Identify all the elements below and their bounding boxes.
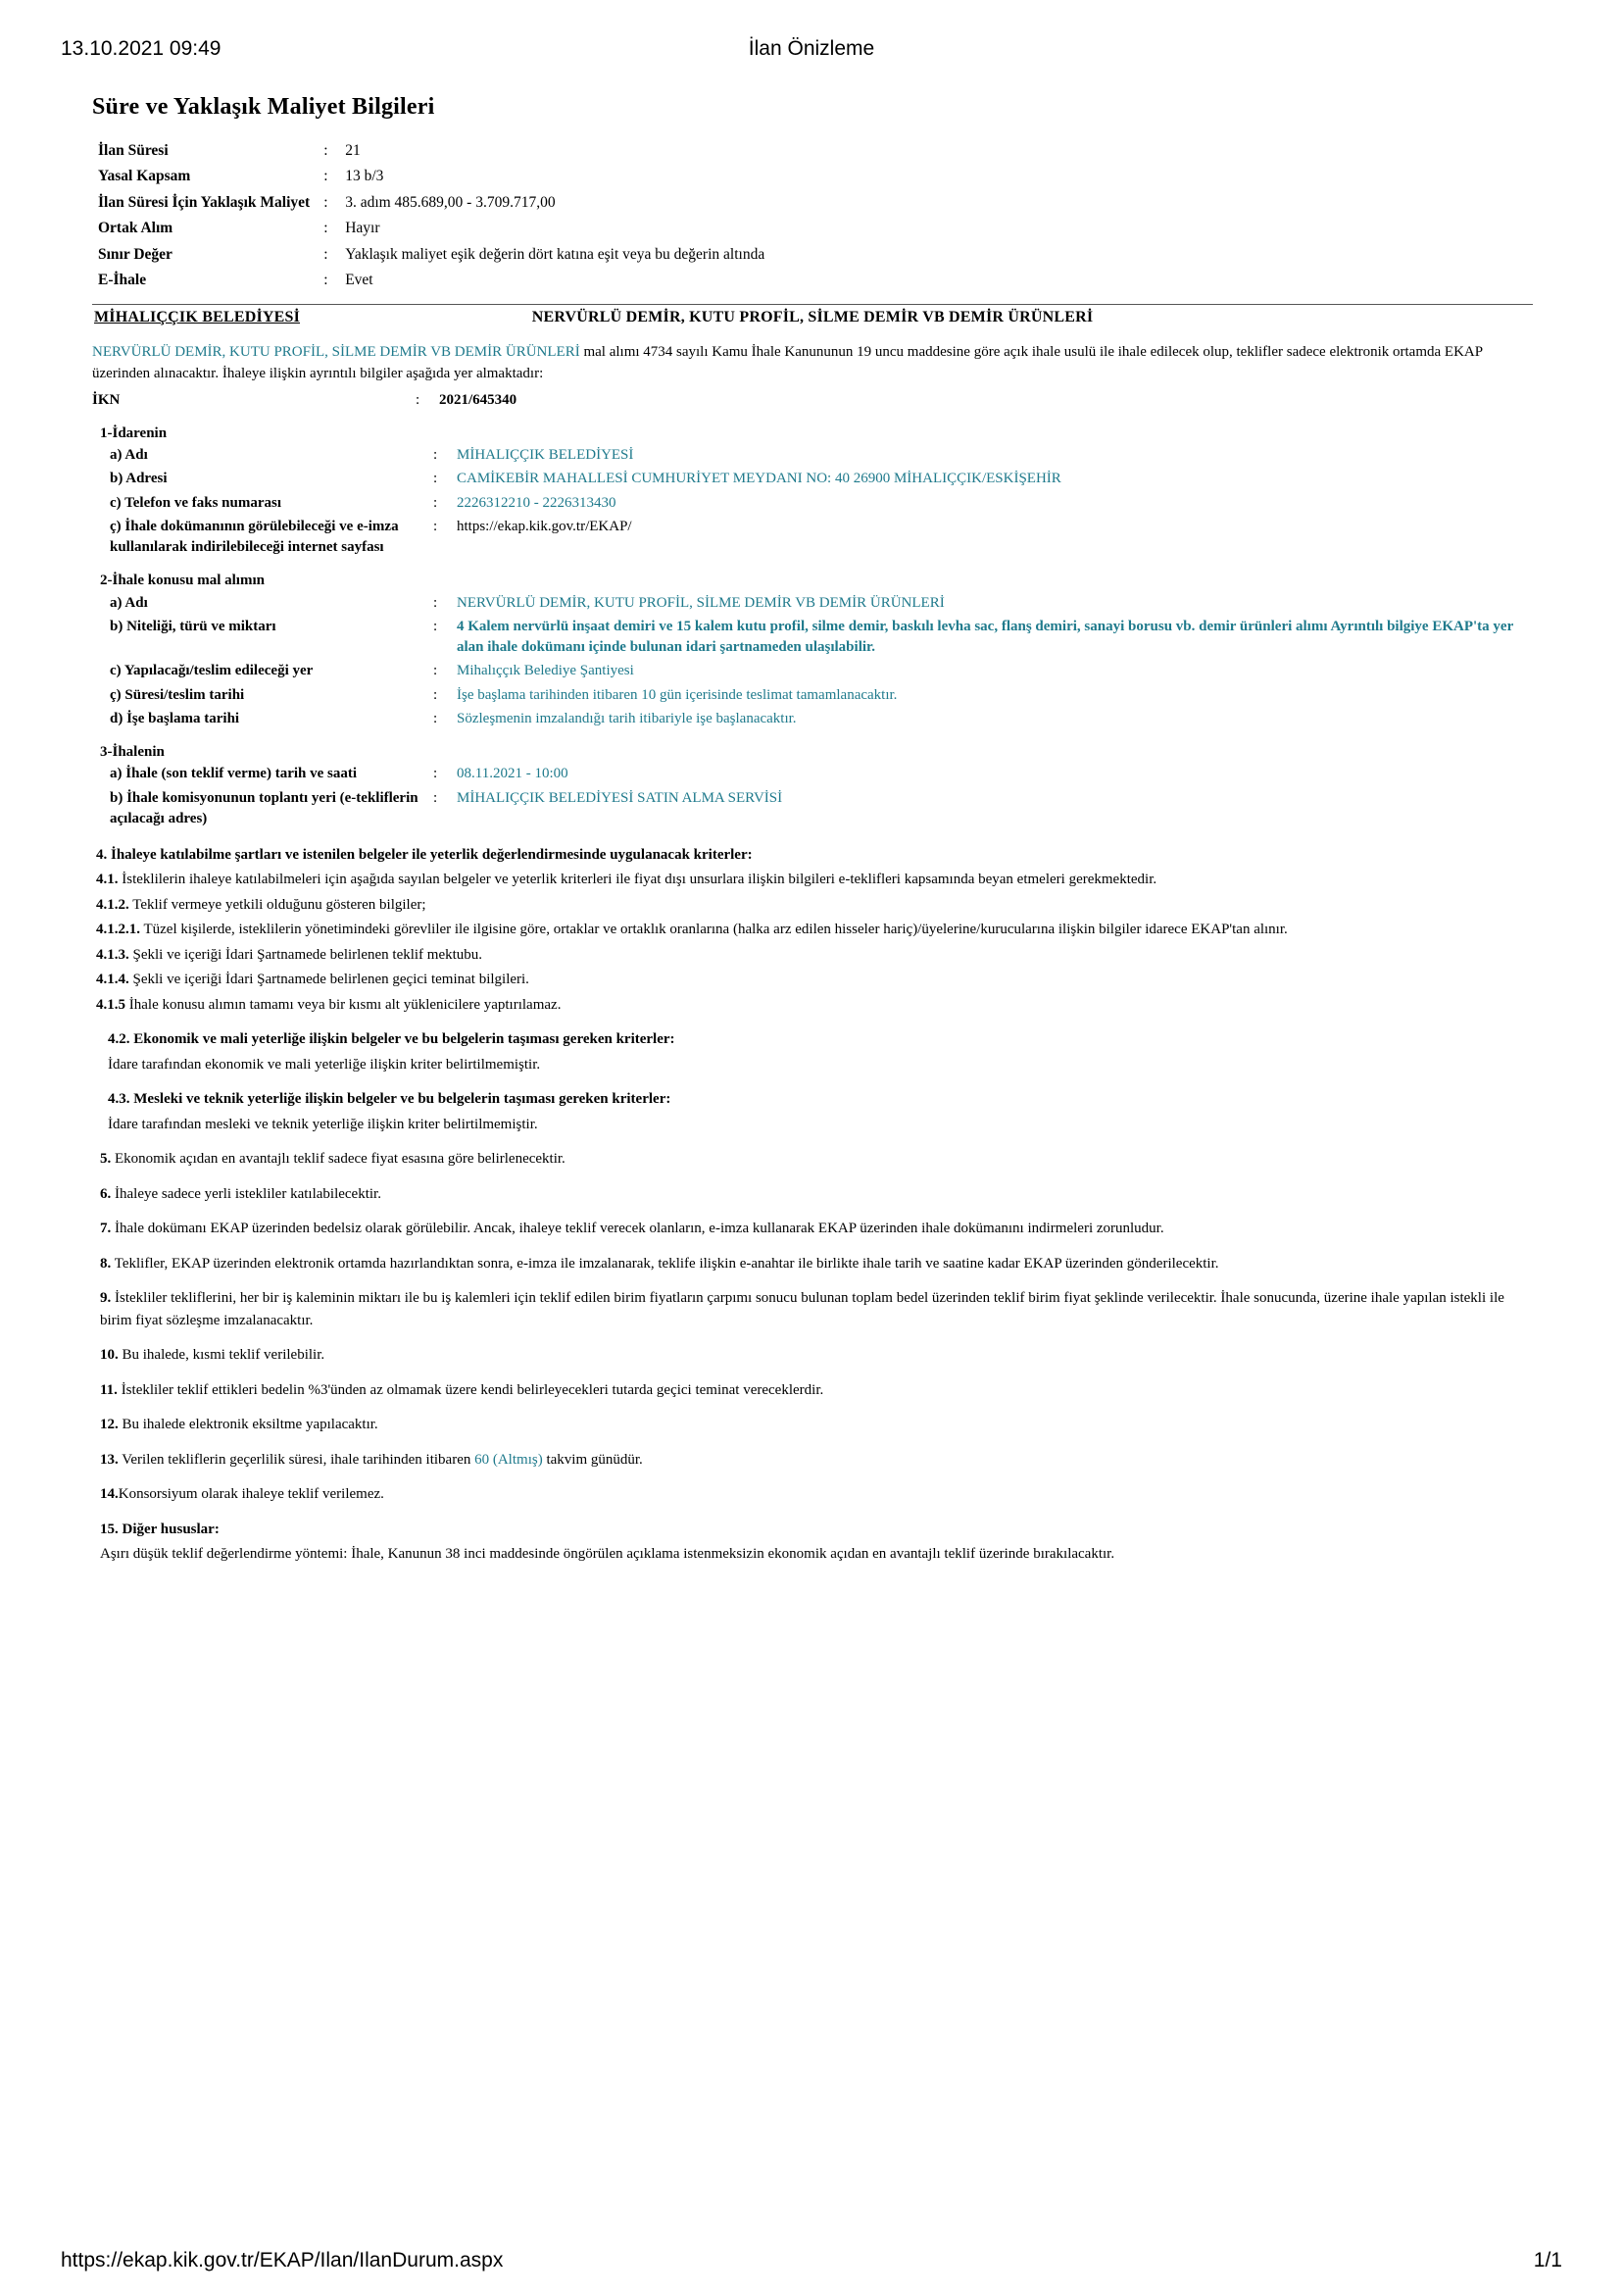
info-value: https://ekap.kik.gov.tr/EKAP/: [457, 519, 632, 534]
clause-number: 7.: [100, 1221, 112, 1237]
ikn-row: [92, 388, 1533, 412]
clause-number: 9.: [100, 1290, 112, 1307]
summary-colon: :: [323, 245, 328, 263]
info-value: 4 Kalem nervürlü inşaat demiri ve 15 kalem kutu profil, silme demir, baskılı levha sac, flanş demiri, sanayi borusu vb. demir ürünleri alımı Ayrıntılı bilgiye EKAP'ta yer alan ihale dokümanı içinde bulunan idari şartnameden ulaşılabilir.: [457, 618, 1513, 656]
info-row: [92, 615, 1533, 660]
info-value: İşe başlama tarihinden itibaren 10 gün içerisinde teslimat tamamlanacaktır.: [457, 686, 898, 703]
clause-4.1.2: 4.1.2. Teklif vermeye yetkili olduğunu gösteren bilgiler;: [96, 896, 426, 913]
clause-number: 4.1.: [96, 872, 119, 888]
clause-4.1.5: 4.1.5 İhale konusu alımın tamamı veya bir kısmı alt yüklenicilere yaptırılamaz.: [96, 996, 562, 1013]
clause-10: 10. Bu ihalede, kısmi teklif verilebilir.: [100, 1347, 325, 1364]
clause-number: 6.: [100, 1185, 112, 1202]
info-colon: :: [433, 686, 438, 703]
info-value: CAMİKEBİR MAHALLESİ CUMHURİYET MEYDANI NO: 40 26900 MİHALIÇÇIK/ESKİŞEHİR: [457, 471, 1061, 487]
info-value: Sözleşmenin imzalandığı tarih itibariyle işe başlanacaktır.: [457, 711, 797, 727]
info-colon: :: [433, 789, 438, 806]
summary-colon: :: [323, 220, 328, 237]
clause-number: 4.1.3.: [96, 946, 129, 963]
info-value: 2226312210 - 2226313430: [457, 494, 616, 511]
info-value: MİHALIÇÇIK BELEDİYESİ: [457, 447, 634, 464]
summary-colon: :: [323, 193, 328, 211]
info-label: ç) İhale dokümanının görülebileceği ve e-imza kullanılarak indirilebileceği internet sayfası: [110, 519, 399, 556]
clause-4.3: [92, 1088, 1533, 1111]
clause-number: 4.1.5: [96, 996, 125, 1013]
info-colon: :: [433, 711, 438, 727]
clause-7: 7. İhale dokümanı EKAP üzerinden bedelsiz olarak görülebilir. Ancak, ihaleye teklif verecek olanların, e-imza kullanarak EKAP üzerinden ihale dokümanını indirmeleri zorunludur.: [100, 1221, 1164, 1237]
group2-table: [92, 591, 1533, 731]
info-value: 08.11.2021 - 10:00: [457, 766, 568, 782]
summary-row: [98, 138, 764, 164]
clause-number: 12.: [100, 1417, 119, 1433]
clause-4.3.x: İdare tarafından mesleki ve teknik yeterliğe ilişkin kriter belirtilmemiştir.: [108, 1116, 538, 1132]
summary-label: İlan Süresi İçin Yaklaşık Maliyet: [98, 193, 311, 211]
info-row: [92, 468, 1533, 491]
clause-8: 8. Teklifler, EKAP üzerinden elektronik ortamda hazırlandıktan sonra, e-imza ile imzalanarak, teklife ilişkin e-anahtar ile birlikte ihale tarih ve saatine kadar EKAP üzerinden gönderilecektir.: [100, 1255, 1219, 1272]
group3-title: 3-İhalenin: [100, 743, 165, 760]
lead-highlight: NERVÜRLÜ DEMİR, KUTU PROFİL, SİLME DEMİR VB DEMİR ÜRÜNLERİ: [92, 343, 580, 360]
summary-colon: :: [323, 272, 328, 289]
summary-label: E-İhale: [98, 272, 147, 289]
info-label: ç) Süresi/teslim tarihi: [110, 686, 245, 703]
clause-15.x: Aşırı düşük teklif değerlendirme yöntemi: İhale, Kanunun 38 inci maddesinde öngörülen açıklama istenmeksizin ekonomik açıdan en avantajlı teklif üzerinde bırakılacaktır.: [100, 1546, 1115, 1563]
clause-4: [92, 844, 1533, 867]
print-header-title: İlan Önizleme: [748, 37, 875, 60]
clause-4.1.2.1: 4.1.2.1. Tüzel kişilerde, isteklilerin yönetimindeki görevliler ile ilgisine göre, ortaklar ve ortaklık oranlarına (halka arz edilen hisseler hariç)/üyelerine/kurucularına ilişkin bilgiler idarece EKAP'tan alınır.: [96, 922, 1288, 938]
summary-value: 21: [345, 142, 361, 159]
clause-number: 5.: [100, 1151, 112, 1168]
info-row: [92, 591, 1533, 615]
organisation-name: MİHALIÇÇIK BELEDİYESİ: [94, 308, 301, 325]
ikn-colon: :: [416, 391, 420, 408]
group3-table: [92, 763, 1533, 831]
info-value: MİHALIÇÇIK BELEDİYESİ SATIN ALMA SERVİSİ: [457, 789, 783, 806]
info-row: [92, 683, 1533, 707]
info-label: a) İhale (son teklif verme) tarih ve saati: [110, 766, 358, 782]
info-label: a) Adı: [110, 447, 148, 464]
organisation-header: [92, 309, 1533, 334]
summary-value: Yaklaşık maliyet eşik değerin dört katına eşit veya bu değerin altında: [345, 245, 765, 263]
info-label: c) Telefon ve faks numarası: [110, 494, 282, 511]
lead-paragraph: [92, 342, 1533, 385]
clause-number: 4.3. Mesleki ve teknik yeterliğe ilişkin belgeler ve bu belgelerin taşıması gereken kriterler:: [108, 1091, 671, 1108]
info-colon: :: [433, 494, 438, 511]
clause-number: 15. Diğer hususlar:: [100, 1521, 220, 1537]
summary-value: 13 b/3: [345, 168, 384, 185]
print-date-time: 13.10.2021 09:49: [61, 37, 221, 60]
divider: [92, 304, 1533, 305]
info-row: [92, 763, 1533, 786]
clause-4.1.4: 4.1.4. Şekli ve içeriği İdari Şartnamede belirlenen geçici teminat bilgileri.: [96, 972, 529, 988]
summary-table: [98, 138, 764, 294]
info-value: Mihalıççık Belediye Şantiyesi: [457, 663, 634, 679]
page-number: 1/1: [1533, 2249, 1562, 2271]
info-label: c) Yapılacağı/teslim edileceği yer: [110, 663, 314, 679]
summary-label: İlan Süresi: [98, 142, 169, 159]
clause-number: 14.: [100, 1486, 119, 1503]
clause-number: 4.1.2.: [96, 896, 129, 913]
clause-number: 10.: [100, 1347, 119, 1364]
info-row: [92, 660, 1533, 683]
ikn-label: İKN: [92, 391, 121, 408]
info-label: b) Niteliği, türü ve miktarı: [110, 618, 276, 634]
info-colon: :: [433, 447, 438, 464]
footer-url: https://ekap.kik.gov.tr/EKAP/Ilan/IlanDurum.aspx: [61, 2249, 504, 2271]
clause-9: 9. İstekliler tekliflerini, her bir iş kaleminin miktarı ile bu iş kalemleri için teklif edilen birim fiyatların çarpımı sonucu bulunan toplam bedel üzerinden teklif birim fiyat şeklinde verilecektir. İhale sonucunda, üzerine ihale yapılan istekli ile birim fiyat sözleşme imzalanacaktır.: [100, 1290, 1504, 1328]
info-colon: :: [433, 471, 438, 487]
clause-number: 4.2. Ekonomik ve mali yeterliğe ilişkin belgeler ve bu belgelerin taşıması gereken kriterler:: [108, 1031, 675, 1048]
group1-table: [92, 444, 1533, 560]
group1-title: 1-İdarenin: [100, 424, 168, 441]
info-row: [92, 786, 1533, 831]
clause-5: 5. Ekonomik açıdan en avantajlı teklif sadece fiyat esasına göre belirlenecektir.: [100, 1151, 566, 1168]
info-colon: :: [433, 618, 438, 634]
clause-number: 11.: [100, 1381, 118, 1398]
page-title: Süre ve Yaklaşık Maliyet Bilgileri: [92, 94, 435, 120]
summary-label: Ortak Alım: [98, 220, 173, 237]
summary-row: [98, 268, 764, 293]
info-label: b) İhale komisyonunun toplantı yeri (e-tekliflerin açılacağı adres): [110, 789, 418, 826]
tender-title: NERVÜRLÜ DEMİR, KUTU PROFİL, SİLME DEMİR VB DEMİR ÜRÜNLERİ: [531, 308, 1094, 325]
clause-number: 13.: [100, 1451, 119, 1468]
clause-4.2: [92, 1028, 1533, 1051]
info-colon: :: [433, 519, 438, 534]
summary-row: [98, 190, 764, 216]
clause-number: 4. İhaleye katılabilme şartları ve istenilen belgeler ile yeterlik değerlendirmesinde uygulanacak kriterler:: [96, 846, 753, 863]
summary-value: 3. adım 485.689,00 - 3.709.717,00: [345, 193, 556, 211]
clause-15: [92, 1519, 1533, 1541]
clause-6: 6. İhaleye sadece yerli istekliler katılabilecektir.: [100, 1185, 381, 1202]
info-colon: :: [433, 663, 438, 679]
lead-rest: mal alımı 4734 sayılı Kamu İhale Kanununun 19 uncu maddesine göre açık ihale usulü ile ihale edilecek olup, teklifler sadece elektronik ortamda EKAP üzerinden alınacaktır. İhaleye ilişkin ayrıntılı bilgiler aşağıda yer almaktadır:: [92, 343, 1483, 381]
clause-number: 4.1.2.1.: [96, 922, 140, 938]
summary-row: [98, 216, 764, 241]
clause-list: [92, 844, 1533, 1566]
clause-4.1: 4.1. İsteklilerin ihaleye katılabilmeleri için aşağıda sayılan belgeler ve yeterlik kriterleri ile fiyat dışı unsurlara ilişkin bilgileri e-teklifleri kapsamında beyan etmeleri gerekmektedir.: [96, 872, 1157, 888]
clause-12: 12. Bu ihalede elektronik eksiltme yapılacaktır.: [100, 1417, 378, 1433]
clause-11: 11. İstekliler teklif ettikleri bedelin %3'ünden az olmamak üzere kendi belirleyecekleri tutarda geçici teminat vereceklerdir.: [100, 1381, 824, 1398]
info-row: [92, 491, 1533, 515]
clause-14: 14.Konsorsiyum olarak ihaleye teklif verilemez.: [100, 1486, 384, 1503]
info-colon: :: [433, 766, 438, 782]
group2-title: 2-İhale konusu mal alımın: [100, 573, 265, 589]
info-row: [92, 708, 1533, 731]
info-label: d) İşe başlama tarihi: [110, 711, 240, 727]
summary-row: [98, 164, 764, 189]
ikn-value: 2021/645340: [439, 391, 517, 408]
info-row: [92, 444, 1533, 468]
document-body: [92, 94, 1533, 1566]
clause-4.2.x: İdare tarafından ekonomik ve mali yeterliğe ilişkin kriter belirtilmemiştir.: [108, 1056, 541, 1073]
summary-colon: :: [323, 168, 328, 185]
info-label: b) Adresi: [110, 471, 168, 487]
summary-row: [98, 242, 764, 268]
clause-number: 8.: [100, 1255, 112, 1272]
summary-label: Yasal Kapsam: [98, 168, 191, 185]
info-colon: :: [433, 594, 438, 611]
summary-value: Hayır: [345, 220, 380, 237]
info-row: [92, 516, 1533, 561]
clause-13: 13. Verilen tekliflerin geçerlilik süresi, ihale tarihinden itibaren 60 (Altmış) takvim günüdür.: [100, 1451, 643, 1468]
summary-value: Evet: [345, 272, 373, 289]
info-value: NERVÜRLÜ DEMİR, KUTU PROFİL, SİLME DEMİR VB DEMİR ÜRÜNLERİ: [457, 594, 945, 611]
summary-colon: :: [323, 142, 328, 159]
info-label: a) Adı: [110, 594, 148, 611]
clause-number: 4.1.4.: [96, 972, 129, 988]
clause-4.1.3: 4.1.3. Şekli ve içeriği İdari Şartnamede belirlenen teklif mektubu.: [96, 946, 483, 963]
summary-label: Sınır Değer: [98, 245, 172, 263]
clause-highlight: 60 (Altmış): [474, 1451, 543, 1468]
